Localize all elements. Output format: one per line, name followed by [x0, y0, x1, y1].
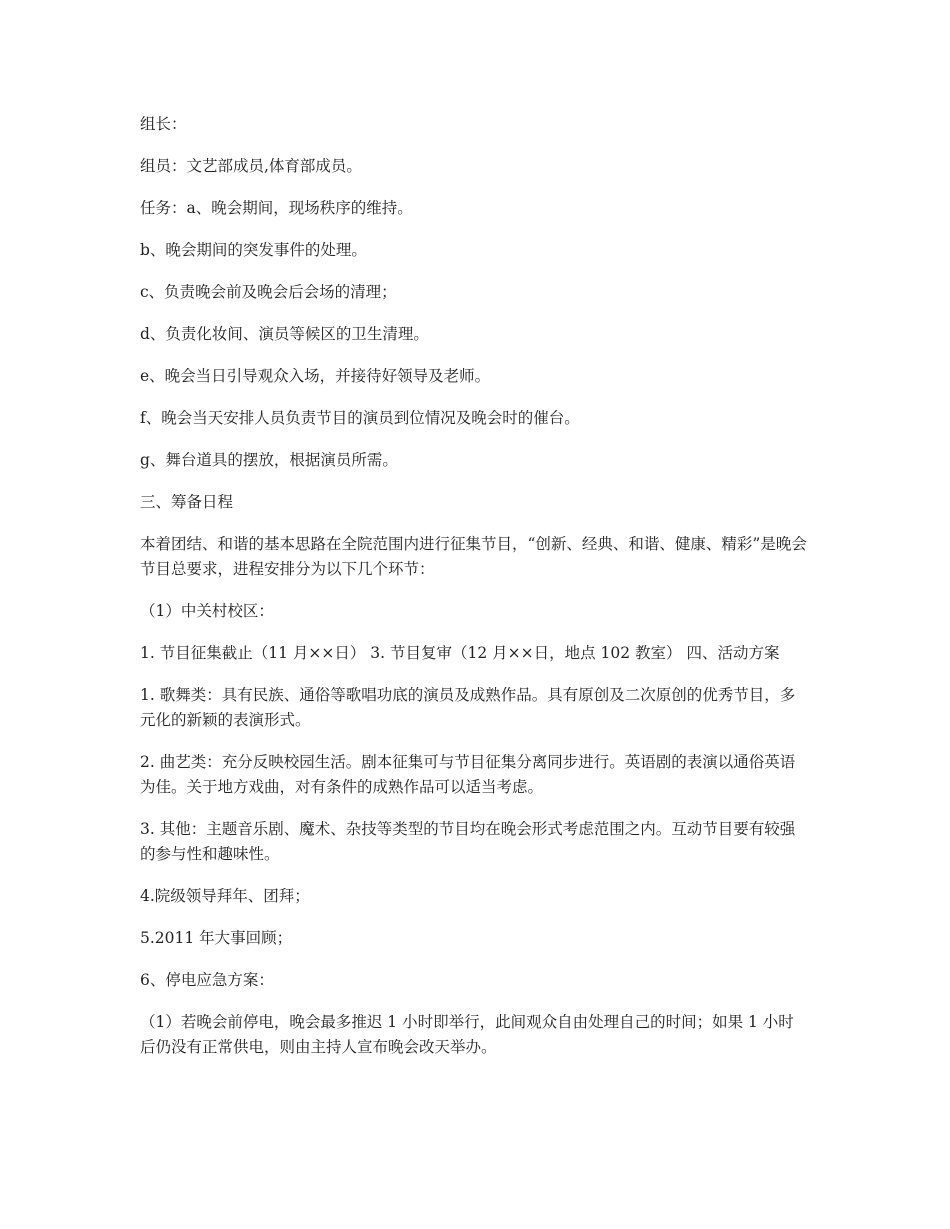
- paragraph-other: 3. 其他：主题音乐剧、魔术、杂技等类型的节目均在晚会形式考虑范围之内。互动节目要有较强的参与性和趣味性。: [140, 820, 796, 863]
- paragraph-task-f: f、晚会当天安排人员负责节目的演员到位情况及晚会时的催台。: [140, 409, 580, 427]
- paragraph-power-outage-plan: （1）若晚会前停电，晚会最多推迟 1 小时即举行，此间观众自由处理自己的时间；如果 1 小时后仍没有正常供电，则由主持人宣布晚会改天举办。: [140, 1013, 794, 1056]
- paragraph-task-a: 任务：a、晚会期间，现场秩序的维持。: [140, 199, 413, 217]
- paragraph-team-members: 组员：文艺部成员,体育部成员。: [140, 157, 362, 175]
- paragraph-team-leader: 组长：: [140, 115, 187, 133]
- paragraph-power-outage-heading: 6、停电应急方案：: [140, 971, 274, 989]
- paragraph-campus: （1）中关村校区：: [140, 602, 274, 620]
- paragraph-task-g: g、舞台道具的摆放，根据演员所需。: [140, 451, 398, 469]
- paragraph-year-review: 5.2011 年大事回顾；: [140, 929, 293, 947]
- paragraph-task-d: d、负责化妆间、演员等候区的卫生清理。: [140, 325, 429, 343]
- paragraph-song-dance: 1. 歌舞类：具有民族、通俗等歌唱功底的演员及成熟作品。具有原创及二次原创的优秀节目，多元化的新颖的表演形式。: [140, 686, 796, 729]
- paragraph-schedule-intro: 本着团结、和谐的基本思路在全院范围内进行征集节目，“创新、经典、和谐、健康、精彩”是晚会节目总要求，进程安排分为以下几个环节：: [140, 535, 807, 578]
- paragraph-task-c: c、负责晚会前及晚会后会场的清理；: [140, 283, 397, 301]
- document-body: [140, 112, 808, 1077]
- paragraph-task-e: e、晚会当日引导观众入场，并接待好领导及老师。: [140, 367, 491, 385]
- paragraph-quyi: 2. 曲艺类：充分反映校园生活。剧本征集可与节目征集分离同步进行。英语剧的表演以通俗英语为佳。关于地方戏曲，对有条件的成熟作品可以适当考虑。: [140, 753, 796, 796]
- paragraph-schedule-dates: 1. 节目征集截止（11 月××日） 3. 节目复审（12 月××日，地点 102 教室） 四、活动方案: [140, 644, 780, 662]
- section-heading-schedule: 三、筹备日程: [140, 493, 234, 511]
- paragraph-leader-greeting: 4.院级领导拜年、团拜；: [140, 887, 310, 905]
- paragraph-task-b: b、晚会期间的突发事件的处理。: [140, 241, 367, 259]
